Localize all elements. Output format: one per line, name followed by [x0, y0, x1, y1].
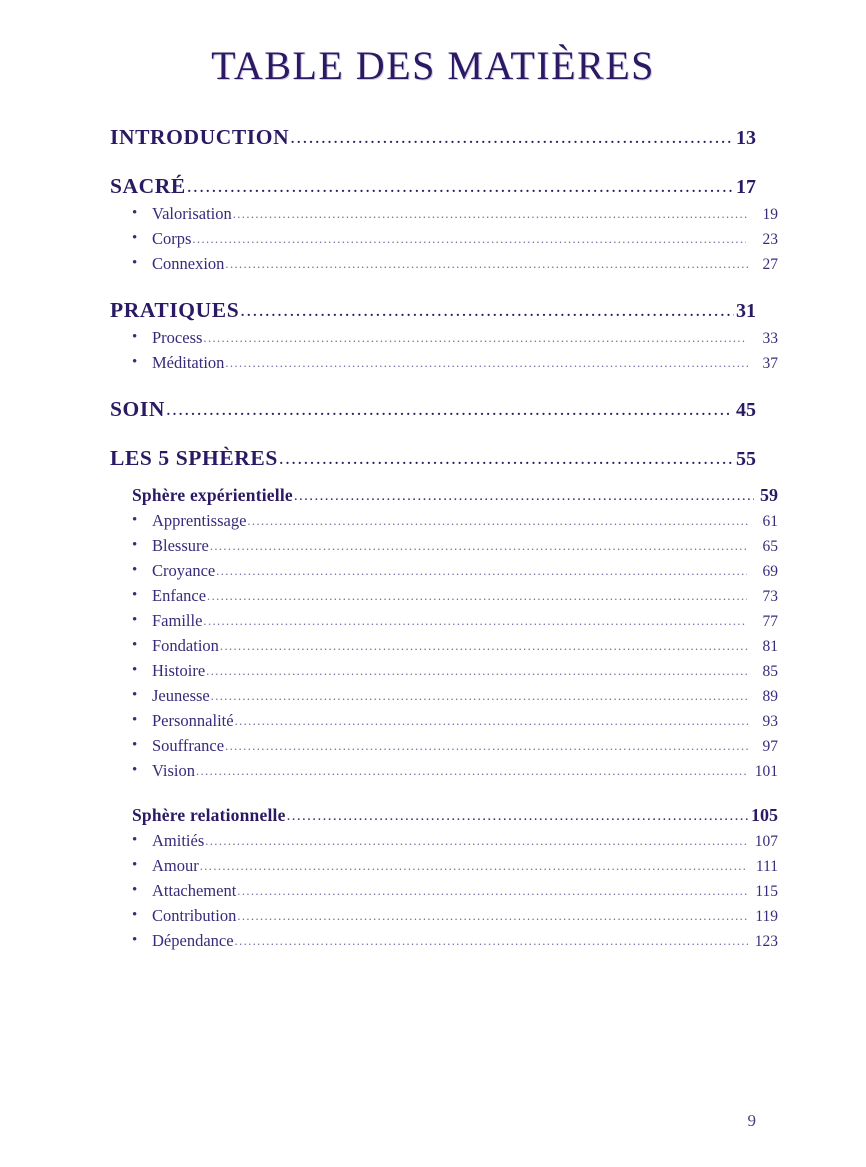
toc-page-number: 27 — [762, 256, 778, 273]
bullet-icon: • — [132, 637, 138, 653]
toc-entry-label: LES 5 SPHÈRES — [110, 446, 278, 470]
toc-entry[interactable] — [110, 485, 778, 506]
toc-page-number: 33 — [762, 330, 778, 347]
bullet-icon: • — [132, 882, 138, 898]
toc-entry[interactable] — [110, 736, 778, 756]
toc-entry[interactable] — [110, 298, 756, 323]
dot-leader — [294, 488, 754, 505]
bullet-icon: • — [132, 907, 138, 923]
bullet-icon: • — [132, 932, 138, 948]
toc-entry[interactable] — [110, 686, 778, 706]
dot-leader — [225, 739, 748, 754]
dot-leader — [216, 564, 747, 579]
toc-entry-label: Sphère expérientielle — [132, 485, 293, 505]
toc-entry-label: Attachement — [152, 881, 237, 900]
toc-entry-label: Amitiés — [152, 831, 205, 850]
toc-entry[interactable] — [110, 805, 778, 826]
toc-entry[interactable] — [110, 511, 778, 531]
toc-page-number: 119 — [755, 908, 778, 925]
toc-page-number: 37 — [762, 355, 778, 372]
toc-entry-label: Sphère relationnelle — [132, 805, 286, 825]
dot-leader — [237, 909, 748, 924]
toc-entry[interactable] — [110, 125, 756, 150]
toc-page-number: 115 — [755, 883, 778, 900]
dot-leader — [187, 176, 733, 198]
toc-entry[interactable] — [110, 536, 778, 556]
toc-entry-label: Croyance — [152, 561, 216, 580]
toc-page-number: 13 — [736, 127, 756, 149]
bullet-icon: • — [132, 762, 138, 778]
toc-entry[interactable] — [110, 906, 778, 926]
section-spacer — [110, 781, 756, 791]
toc-page-number: 61 — [762, 513, 778, 530]
toc-page-number: 123 — [754, 933, 778, 950]
dot-leader — [166, 399, 732, 421]
toc-entry-label: Personnalité — [152, 711, 234, 730]
toc-entry[interactable] — [110, 661, 778, 681]
dot-leader — [225, 257, 748, 272]
bullet-icon: • — [132, 662, 138, 678]
toc-page-number: 105 — [751, 805, 778, 825]
toc-entry[interactable] — [110, 397, 756, 422]
toc-entry[interactable] — [110, 611, 778, 631]
toc-entry-label: Enfance — [152, 586, 207, 605]
toc-entry-label: Dépendance — [152, 931, 234, 950]
toc-entry-label: Process — [152, 328, 203, 347]
toc-page-number: 97 — [762, 738, 778, 755]
toc-page-number: 59 — [760, 485, 778, 505]
bullet-icon: • — [132, 587, 138, 603]
toc-page-number: 77 — [762, 613, 778, 630]
toc-page-number: 107 — [754, 833, 778, 850]
toc-entry[interactable] — [110, 353, 778, 373]
toc-entry-label: Histoire — [152, 661, 206, 680]
dot-leader — [203, 331, 746, 346]
toc-entry[interactable] — [110, 636, 778, 656]
toc-entry-label: Corps — [152, 229, 192, 248]
toc-page-number: 45 — [736, 399, 756, 421]
toc-entry[interactable] — [110, 711, 778, 731]
toc-entry-label: Contribution — [152, 906, 237, 925]
toc-page-number: 19 — [762, 206, 778, 223]
dot-leader — [237, 884, 748, 899]
bullet-icon: • — [132, 737, 138, 753]
bullet-icon: • — [132, 857, 138, 873]
bullet-icon: • — [132, 329, 138, 345]
toc-entry-label: Apprentissage — [152, 511, 247, 530]
bullet-icon: • — [132, 230, 138, 246]
toc-page-number: 101 — [754, 763, 778, 780]
dot-leader — [192, 232, 746, 247]
toc-entry[interactable] — [110, 856, 778, 876]
dot-leader — [240, 300, 734, 322]
dot-leader — [287, 808, 749, 825]
toc-page-number: 111 — [755, 858, 778, 875]
dot-leader — [206, 664, 747, 679]
toc-entry[interactable] — [110, 328, 778, 348]
bullet-icon: • — [132, 537, 138, 553]
toc-entry[interactable] — [110, 881, 778, 901]
toc-page-number: 69 — [762, 563, 778, 580]
bullet-icon: • — [132, 255, 138, 271]
toc-entry[interactable] — [110, 229, 778, 249]
dot-leader — [235, 714, 749, 729]
toc-entry-label: Méditation — [152, 353, 225, 372]
toc-page-number: 23 — [762, 231, 778, 248]
dot-leader — [233, 207, 749, 222]
bullet-icon: • — [132, 687, 138, 703]
dot-leader — [211, 689, 747, 704]
dot-leader — [200, 859, 747, 874]
bullet-icon: • — [132, 512, 138, 528]
dot-leader — [235, 934, 749, 949]
toc-entry[interactable] — [110, 586, 778, 606]
dot-leader — [290, 127, 734, 149]
toc-page-number: 81 — [762, 638, 778, 655]
bullet-icon: • — [132, 562, 138, 578]
bullet-icon: • — [132, 205, 138, 221]
toc-entry-label: Fondation — [152, 636, 219, 655]
toc-entry-label: Connexion — [152, 254, 225, 273]
dot-leader — [220, 639, 748, 654]
toc-page-number: 55 — [736, 448, 756, 470]
toc-page-number: 93 — [762, 713, 778, 730]
toc-entry-label: Amour — [152, 856, 199, 875]
dot-leader — [207, 589, 747, 604]
toc-page-number: 17 — [736, 176, 756, 198]
page-title: TABLE DES MATIÈRES — [211, 43, 655, 88]
page-folio: 9 — [747, 1111, 756, 1130]
toc-page-number: 85 — [762, 663, 778, 680]
toc-page-number: 89 — [762, 688, 778, 705]
toc-entry-label: Souffrance — [152, 736, 225, 755]
bullet-icon: • — [132, 832, 138, 848]
toc-entry[interactable] — [110, 761, 778, 781]
bullet-icon: • — [132, 354, 138, 370]
toc-entry-label: Blessure — [152, 536, 209, 555]
dot-leader — [196, 764, 746, 779]
toc-entry[interactable] — [110, 174, 756, 199]
toc-page-number: 73 — [762, 588, 778, 605]
toc-page-number: 31 — [736, 300, 756, 322]
bullet-icon: • — [132, 712, 138, 728]
toc-entry-label: Famille — [152, 611, 203, 630]
dot-leader — [225, 356, 748, 371]
toc-entry-label: INTRODUCTION — [110, 125, 290, 149]
toc-entry[interactable] — [110, 831, 778, 851]
toc-entry[interactable] — [110, 561, 778, 581]
dot-leader — [247, 514, 749, 529]
toc-entry-label: SACRÉ — [110, 174, 186, 198]
toc-entry[interactable] — [110, 931, 778, 951]
dot-leader — [279, 448, 734, 470]
toc-entry-label: Jeunesse — [152, 686, 210, 705]
toc-entry-label: SOIN — [110, 397, 165, 421]
dot-leader — [210, 539, 747, 554]
toc-entry[interactable] — [110, 204, 778, 224]
bullet-icon: • — [132, 612, 138, 628]
dot-leader — [203, 614, 746, 629]
toc-entry[interactable] — [110, 446, 756, 471]
toc-entry-label: Vision — [152, 761, 196, 780]
toc-entry-label: PRATIQUES — [110, 298, 240, 322]
toc-entry[interactable] — [110, 254, 778, 274]
toc-page-number: 65 — [762, 538, 778, 555]
toc-entry-label: Valorisation — [152, 204, 232, 223]
dot-leader — [205, 834, 747, 849]
table-of-contents — [110, 125, 778, 951]
